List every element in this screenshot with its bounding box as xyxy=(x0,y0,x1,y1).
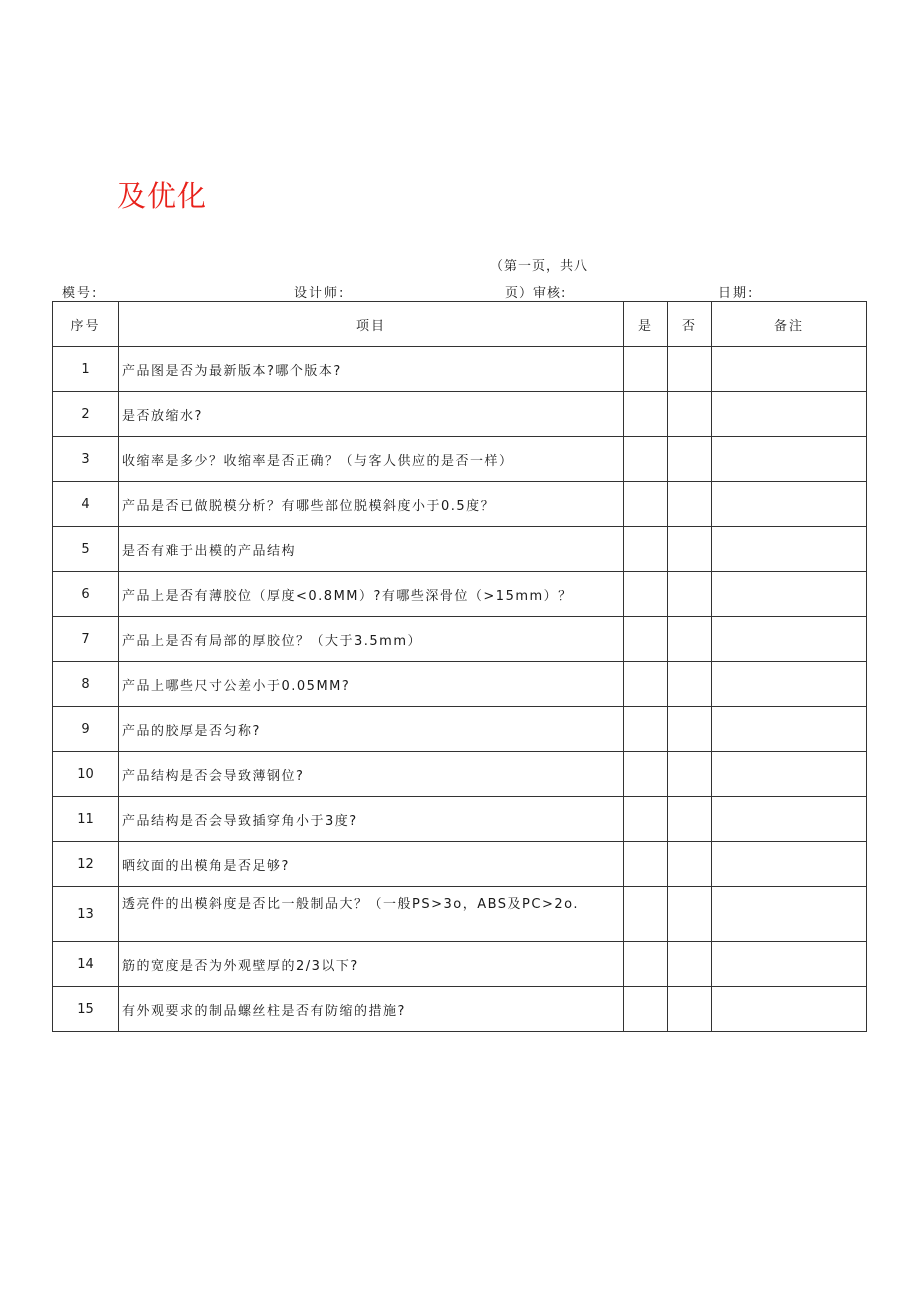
row-number: 11 xyxy=(53,797,119,842)
row-number: 2 xyxy=(53,392,119,437)
row-item: 产品上哪些尺寸公差小于0.05MM? xyxy=(119,662,624,707)
remark-cell[interactable] xyxy=(712,482,867,527)
header-item: 项目 xyxy=(119,302,624,347)
no-cell[interactable] xyxy=(668,842,712,887)
no-cell[interactable] xyxy=(668,437,712,482)
yes-cell[interactable] xyxy=(624,942,668,987)
row-item: 产品上是否有局部的厚胶位？（大于3.5mm） xyxy=(119,617,624,662)
table-row xyxy=(53,662,867,707)
row-number: 10 xyxy=(53,752,119,797)
meta-row xyxy=(0,280,920,302)
row-number: 12 xyxy=(53,842,119,887)
checklist-table xyxy=(52,301,867,1032)
header-no-col: 否 xyxy=(668,302,712,347)
yes-cell[interactable] xyxy=(624,887,668,942)
remark-cell[interactable] xyxy=(712,662,867,707)
table-row xyxy=(53,842,867,887)
remark-cell[interactable] xyxy=(712,617,867,662)
row-item: 晒纹面的出模角是否足够? xyxy=(119,842,624,887)
no-cell[interactable] xyxy=(668,707,712,752)
yes-cell[interactable] xyxy=(624,842,668,887)
table-row xyxy=(53,987,867,1032)
remark-cell[interactable] xyxy=(712,392,867,437)
header-no: 序号 xyxy=(53,302,119,347)
row-number: 6 xyxy=(53,572,119,617)
table-row xyxy=(53,617,867,662)
yes-cell[interactable] xyxy=(624,482,668,527)
review-label: 页）审核: xyxy=(505,286,567,301)
row-item: 产品图是否为最新版本?哪个版本? xyxy=(119,347,624,392)
table-row xyxy=(53,797,867,842)
no-cell[interactable] xyxy=(668,942,712,987)
row-number: 4 xyxy=(53,482,119,527)
yes-cell[interactable] xyxy=(624,437,668,482)
remark-cell[interactable] xyxy=(712,987,867,1032)
page-note: （第一页，共八 xyxy=(490,259,589,274)
row-item: 是否放缩水? xyxy=(119,392,624,437)
row-item: 有外观要求的制品螺丝柱是否有防缩的措施? xyxy=(119,987,624,1032)
table-row xyxy=(53,942,867,987)
yes-cell[interactable] xyxy=(624,662,668,707)
no-cell[interactable] xyxy=(668,752,712,797)
table-row xyxy=(53,887,867,942)
table-row xyxy=(53,527,867,572)
no-cell[interactable] xyxy=(668,662,712,707)
yes-cell[interactable] xyxy=(624,707,668,752)
row-item: 产品是否已做脱模分析？有哪些部位脱模斜度小于0.5度？ xyxy=(119,482,624,527)
table-row xyxy=(53,482,867,527)
no-cell[interactable] xyxy=(668,887,712,942)
yes-cell[interactable] xyxy=(624,752,668,797)
no-cell[interactable] xyxy=(668,797,712,842)
row-number: 13 xyxy=(53,887,119,942)
row-item: 产品结构是否会导致插穿角小于3度? xyxy=(119,797,624,842)
designer-label: 设计师: xyxy=(294,286,346,301)
yes-cell[interactable] xyxy=(624,987,668,1032)
yes-cell[interactable] xyxy=(624,572,668,617)
table-row xyxy=(53,347,867,392)
table-row xyxy=(53,437,867,482)
row-item: 产品上是否有薄胶位（厚度<0.8MM）?有哪些深骨位（>15mm）？ xyxy=(119,572,624,617)
remark-cell[interactable] xyxy=(712,752,867,797)
header-remark: 备注 xyxy=(712,302,867,347)
header-row xyxy=(53,302,867,347)
table-row xyxy=(53,707,867,752)
row-item: 是否有难于出模的产品结构 xyxy=(119,527,624,572)
date-label: 日期: xyxy=(718,286,755,301)
no-cell[interactable] xyxy=(668,347,712,392)
remark-cell[interactable] xyxy=(712,842,867,887)
yes-cell[interactable] xyxy=(624,527,668,572)
remark-cell[interactable] xyxy=(712,572,867,617)
remark-cell[interactable] xyxy=(712,527,867,572)
row-number: 8 xyxy=(53,662,119,707)
table-row xyxy=(53,752,867,797)
table-row xyxy=(53,572,867,617)
no-cell[interactable] xyxy=(668,572,712,617)
no-cell[interactable] xyxy=(668,392,712,437)
no-cell[interactable] xyxy=(668,527,712,572)
row-number: 15 xyxy=(53,987,119,1032)
row-number: 7 xyxy=(53,617,119,662)
table-row xyxy=(53,392,867,437)
remark-cell[interactable] xyxy=(712,707,867,752)
yes-cell[interactable] xyxy=(624,797,668,842)
no-cell[interactable] xyxy=(668,987,712,1032)
row-item: 产品结构是否会导致薄钢位? xyxy=(119,752,624,797)
yes-cell[interactable] xyxy=(624,392,668,437)
row-number: 9 xyxy=(53,707,119,752)
row-number: 3 xyxy=(53,437,119,482)
row-item: 收缩率是多少？收缩率是否正确？（与客人供应的是否一样） xyxy=(119,437,624,482)
remark-cell[interactable] xyxy=(712,797,867,842)
header-yes: 是 xyxy=(624,302,668,347)
yes-cell[interactable] xyxy=(624,347,668,392)
row-item: 透亮件的出模斜度是否比一般制品大？（一般PS>3o，ABS及PC>2o. xyxy=(119,887,624,942)
document-title: 及优化 xyxy=(117,179,208,213)
remark-cell[interactable] xyxy=(712,942,867,987)
no-cell[interactable] xyxy=(668,617,712,662)
row-number: 14 xyxy=(53,942,119,987)
no-cell[interactable] xyxy=(668,482,712,527)
remark-cell[interactable] xyxy=(712,437,867,482)
row-item: 产品的胶厚是否匀称? xyxy=(119,707,624,752)
row-number: 1 xyxy=(53,347,119,392)
row-number: 5 xyxy=(53,527,119,572)
yes-cell[interactable] xyxy=(624,617,668,662)
remark-cell[interactable] xyxy=(712,347,867,392)
model-label: 模号: xyxy=(62,286,99,301)
row-item: 筋的宽度是否为外观壁厚的2/3以下? xyxy=(119,942,624,987)
remark-cell[interactable] xyxy=(712,887,867,942)
